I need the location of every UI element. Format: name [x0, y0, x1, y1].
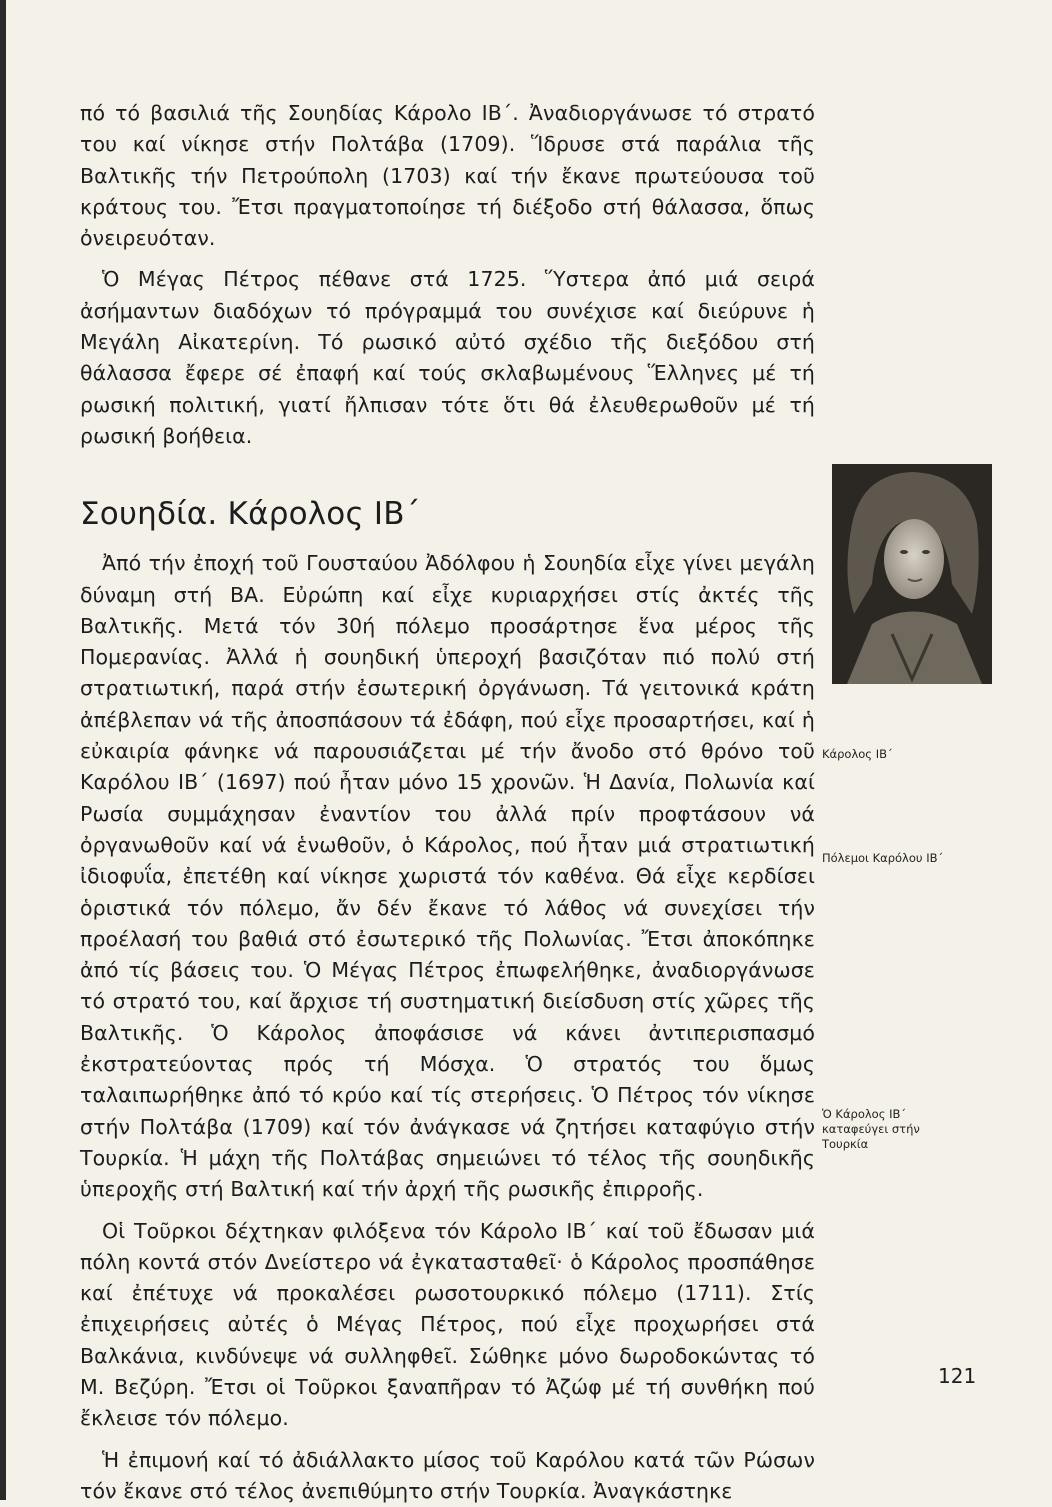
paragraph-peter-reforms: πό τό βασιλιά τῆς Σουηδίας Κάρολο ΙΒ΄. Ἀναδιοργάνωσε τό στρατό του καί νίκησε στήν Πολτάβα (1709). Ἵδρυσε στά παράλια τῆς Βαλτικῆς τήν Πετρούπολη (1703) καί τήν ἔκανε πρωτεύουσα τοῦ κράτους του. Ἔτσι πραγματοποίησε τή διέξοδο στή θάλασσα, ὅπως ὀνειρευόταν.: [80, 101, 815, 251]
paragraph-charles-unwanted: Ἡ ἐπιμονή καί τό ἀδιάλλακτο μίσος τοῦ Καρόλου κατά τῶν Ρώσων τόν ἔκανε στό τέλος ἀνεπιθύμητο στήν Τουρκία. Ἀναγκάστηκε: [80, 1447, 815, 1503]
charles-xii-portrait: [832, 464, 992, 684]
page-binding-edge: [0, 0, 6, 1500]
margin-note-wars: Πόλεμοι Καρόλου ΙΒ΄: [822, 851, 944, 865]
section-title-sweden: Σουηδία. Κάρολος ΙΒ΄: [80, 496, 421, 533]
paragraph-peter-death: Ὁ Μέγας Πέτρος πέθανε στά 1725. Ὕστερα ἀπό μιά σειρά ἀσήμαντων διαδόχων τό πρόγραμμά του συνέχισε καί διεύρυνε ἡ Μεγάλη Αἰκατερίνη. Τό ρωσικό αὐτό σχέδιο τῆς διεξόδου στή θάλασσα ἔφερε σέ ἐπαφή καί τούς σκλαβωμένους Ἕλληνες μέ τή ρωσική πολιτική, γιατί ἤλπισαν τότε ὅτι θά ἐλευθερωθοῦν μέ τή ρωσική βοήθεια.: [80, 267, 815, 448]
paragraph-sweden-power: Ἀπό τήν ἐποχή τοῦ Γουσταύου Ἀδόλφου ἡ Σουηδία εἶχε γίνει μεγάλη δύναμη στή ΒΑ. Εὐρώπη καί εἶχε κυριαρχήσει στίς ἀκτές τῆς Βαλτικῆς. Μετά τόν 30ή πόλεμο προσάρτησε ἕνα μέρος τῆς Πομερανίας. Ἀλλά ἡ σουηδική ὑπεροχή βασιζόταν πιό πολύ στή στρατιωτική, παρά στήν ἐσωτερική ὀργάνωση. Τά γειτονικά κράτη ἀπέβλεπαν νά τῆς ἀποσπάσουν τά ἐδάφη, πού εἶχε προσαρτήσει, καί ἡ εὐκαιρία φάνηκε νά παρουσιάζεται μέ τήν ἄνοδο στό θρόνο τοῦ Καρόλου ΙΒ΄ (1697) πού ἦταν μόνο 15 χρονῶν. Ἡ Δανία, Πολωνία καί Ρωσία συμμάχησαν ἐναντίον του ἀλλά πρίν προφτάσουν νά ὀργανωθοῦν καί νά ἑνωθοῦν, ὁ Κάρολος, πού ἦταν μιά στρατιωτική ἰδιοφυΐα, ἐπετέθη καί νίκησε χωριστά τόν καθένα. Θά εἶχε κερδίσει ὁριστικά τόν πόλεμο, ἄν δέν ἔκανε τό λάθος νά συνεχίσει τήν προέλασή του βαθιά στό ἐσωτερικό τῆς Πολωνίας. Ἔτσι ἀποκόπηκε ἀπό τίς βάσεις του. Ὁ Μέγας Πέτρος ἐπωφελήθηκε, ἀναδιοργάνωσε τό στρατό του, καί ἄρχισε τή συστηματική διείσδυση στίς χῶρες τῆς Βαλτικῆς. Ὁ Κάρολος ἀποφάσισε νά κάνει ἀντιπερισπασμό ἐκστρατεύοντας πρός τή Μόσχα. Ὁ στρατός του ὅμως ταλαιπωρήθηκε ἀπό τό κρύο καί τίς στερήσεις. Ὁ Πέτρος τόν νίκησε στήν Πολτάβα (1709) καί τόν ἀνάγκασε νά ζητήσει καταφύγιο στήν Τουρκία. Ἡ μάχη τῆς Πολτάβας σημειώνει τό τέλος τῆς σουηδικῆς ὑπεροχῆς στή Βαλτική καί τήν ἀρχή τῆς ρωσικῆς ἐπιρροῆς.: [80, 551, 815, 1202]
paragraph-turks-hospitality: Οἱ Τοῦρκοι δέχτηκαν φιλόξενα τόν Κάρολο ΙΒ΄ καί τοῦ ἔδωσαν μιά πόλη κοντά στόν Δνείστερο νά ἐγκατασταθεῖ· ὁ Κάρολος προσπάθησε καί ἐπέτυχε νά προκαλέσει ρωσοτουρκικό πόλεμο (1711). Στίς ἐπιχειρήσεις αὐτές ὁ Μέγας Πέτρος, πού εἶχε προχωρήσει στά Βαλκάνια, κινδύνεψε νά συλληφθεῖ. Σώθηκε μόνο δωροδοκώντας τό Μ. Βεζύρη. Ἔτσι οἱ Τοῦρκοι ξαναπῆραν τό Ἀζώφ μέ τή συνθήκη πού ἔκλεισε τόν πόλεμο.: [80, 1218, 815, 1431]
portrait-image: [832, 464, 992, 684]
page-number: 121: [938, 1364, 977, 1388]
margin-note-refuge: Ὁ Κάρολος ΙΒ΄ καταφεύγει στήν Τουρκία: [822, 1107, 920, 1151]
portrait-caption: Κάρολος ΙΒ΄: [822, 747, 893, 761]
main-text-column: [80, 98, 815, 1507]
